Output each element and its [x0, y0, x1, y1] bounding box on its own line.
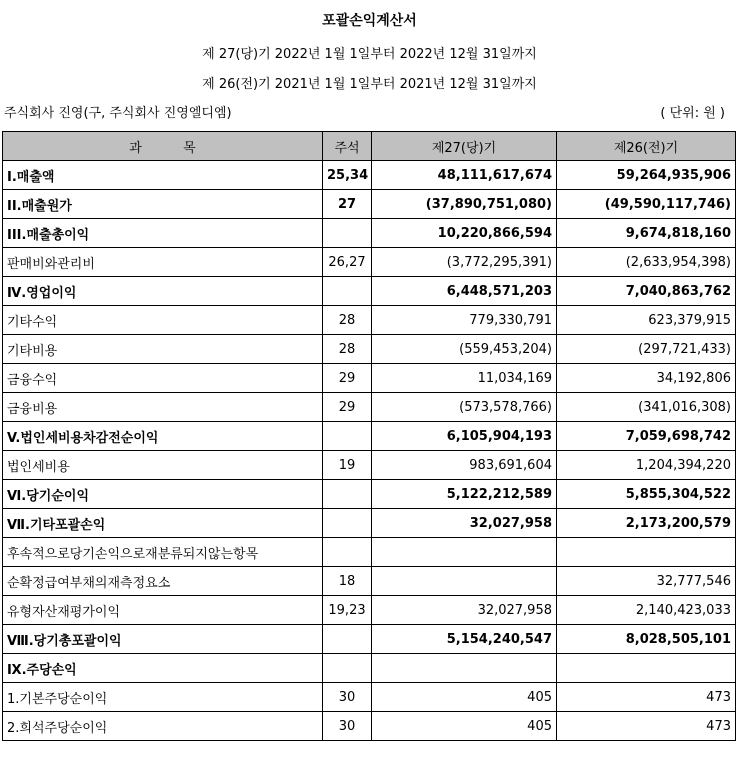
row-current-amount: 5,122,212,589 [372, 480, 557, 509]
row-prior-amount: 8,028,505,101 [557, 625, 736, 654]
row-prior-amount: (2,633,954,398) [557, 248, 736, 277]
table-row [3, 538, 736, 567]
row-note: 28 [323, 306, 372, 335]
row-subject: 기타수익 [3, 306, 323, 335]
table-row [3, 683, 736, 712]
table-row [3, 248, 736, 277]
row-subject: 금융수익 [3, 364, 323, 393]
row-current-amount: 6,105,904,193 [372, 422, 557, 451]
table-row [3, 480, 736, 509]
header-current: 제27(당)기 [372, 132, 557, 161]
row-subject: Ⅸ.주당손익 [3, 654, 323, 683]
table-row [3, 654, 736, 683]
row-note: 19 [323, 451, 372, 480]
row-current-amount: 6,448,571,203 [372, 277, 557, 306]
table-row [3, 161, 736, 190]
row-prior-amount: 473 [557, 683, 736, 712]
row-current-amount: (573,578,766) [372, 393, 557, 422]
statement-title: 포괄손익계산서 [322, 13, 417, 29]
row-current-amount: 779,330,791 [372, 306, 557, 335]
row-note: 30 [323, 712, 372, 741]
row-subject: V.법인세비용차감전순이익 [3, 422, 323, 451]
row-current-amount [372, 538, 557, 567]
row-current-amount: 405 [372, 712, 557, 741]
row-note [323, 277, 372, 306]
row-note [323, 625, 372, 654]
table-row [3, 277, 736, 306]
row-subject: 1.기본주당순이익 [3, 683, 323, 712]
income-statement-table [2, 131, 736, 741]
row-current-amount: 48,111,617,674 [372, 161, 557, 190]
row-prior-amount: 32,777,546 [557, 567, 736, 596]
row-note [323, 538, 372, 567]
company-name: 주식회사 진영(구, 주식회사 진영엘디엠) [4, 106, 232, 121]
period-prior: 제 26(전)기 2021년 1월 1일부터 2021년 12월 31일까지 [202, 77, 537, 92]
row-note: 18 [323, 567, 372, 596]
row-subject: III.매출총이익 [3, 219, 323, 248]
row-prior-amount: (297,721,433) [557, 335, 736, 364]
row-prior-amount: (341,016,308) [557, 393, 736, 422]
row-note [323, 509, 372, 538]
header-subject: 과 목 [3, 132, 323, 161]
table-row [3, 335, 736, 364]
row-prior-amount: 7,059,698,742 [557, 422, 736, 451]
row-subject: Ⅶ.기타포괄손익 [3, 509, 323, 538]
row-subject: 유형자산재평가이익 [3, 596, 323, 625]
row-prior-amount: 5,855,304,522 [557, 480, 736, 509]
row-prior-amount [557, 654, 736, 683]
row-subject: 후속적으로당기손익으로재분류되지않는항목 [3, 538, 323, 567]
row-note [323, 480, 372, 509]
row-prior-amount: 473 [557, 712, 736, 741]
table-row [3, 596, 736, 625]
row-current-amount: 5,154,240,547 [372, 625, 557, 654]
period-current: 제 27(당)기 2022년 1월 1일부터 2022년 12월 31일까지 [202, 47, 537, 62]
row-subject: Ⅷ.당기총포괄이익 [3, 625, 323, 654]
row-prior-amount: 2,173,200,579 [557, 509, 736, 538]
table-row [3, 219, 736, 248]
table-row [3, 509, 736, 538]
row-note: 26,27 [323, 248, 372, 277]
row-prior-amount: 9,674,818,160 [557, 219, 736, 248]
row-note: 27 [323, 190, 372, 219]
row-subject: 금융비용 [3, 393, 323, 422]
row-note: 29 [323, 393, 372, 422]
row-prior-amount: 7,040,863,762 [557, 277, 736, 306]
row-current-amount: 405 [372, 683, 557, 712]
row-note: 19,23 [323, 596, 372, 625]
row-subject: 판매비와관리비 [3, 248, 323, 277]
row-current-amount: (3,772,295,391) [372, 248, 557, 277]
header-prior: 제26(전)기 [557, 132, 736, 161]
row-current-amount [372, 567, 557, 596]
row-prior-amount: 1,204,394,220 [557, 451, 736, 480]
row-prior-amount [557, 538, 736, 567]
row-note [323, 422, 372, 451]
row-note [323, 219, 372, 248]
row-subject: Ⅳ.영업이익 [3, 277, 323, 306]
row-subject: Ⅵ.당기순이익 [3, 480, 323, 509]
row-note: 30 [323, 683, 372, 712]
row-current-amount: 10,220,866,594 [372, 219, 557, 248]
header-note: 주석 [323, 132, 372, 161]
unit-label: ( 단위: 원 ) [660, 106, 725, 121]
table-body [3, 161, 736, 741]
table-row [3, 190, 736, 219]
row-current-amount: 11,034,169 [372, 364, 557, 393]
row-current-amount: 32,027,958 [372, 596, 557, 625]
table-row [3, 451, 736, 480]
row-current-amount: 32,027,958 [372, 509, 557, 538]
row-note: 28 [323, 335, 372, 364]
row-current-amount: (559,453,204) [372, 335, 557, 364]
row-note: 29 [323, 364, 372, 393]
table-row [3, 306, 736, 335]
row-current-amount: (37,890,751,080) [372, 190, 557, 219]
row-current-amount: 983,691,604 [372, 451, 557, 480]
row-prior-amount: 2,140,423,033 [557, 596, 736, 625]
row-prior-amount: 623,379,915 [557, 306, 736, 335]
table-row [3, 364, 736, 393]
table-row [3, 625, 736, 654]
table-header-row [3, 132, 736, 161]
table-row [3, 712, 736, 741]
table-row [3, 422, 736, 451]
row-note [323, 654, 372, 683]
row-prior-amount: 59,264,935,906 [557, 161, 736, 190]
row-note: 25,34 [323, 161, 372, 190]
row-prior-amount: (49,590,117,746) [557, 190, 736, 219]
row-subject: 순확정급여부채의재측정요소 [3, 567, 323, 596]
row-subject: 법인세비용 [3, 451, 323, 480]
row-subject: 기타비용 [3, 335, 323, 364]
row-prior-amount: 34,192,806 [557, 364, 736, 393]
row-subject: II.매출원가 [3, 190, 323, 219]
table-row [3, 393, 736, 422]
row-subject: 2.희석주당순이익 [3, 712, 323, 741]
row-current-amount [372, 654, 557, 683]
row-subject: I.매출액 [3, 161, 323, 190]
table-row [3, 567, 736, 596]
